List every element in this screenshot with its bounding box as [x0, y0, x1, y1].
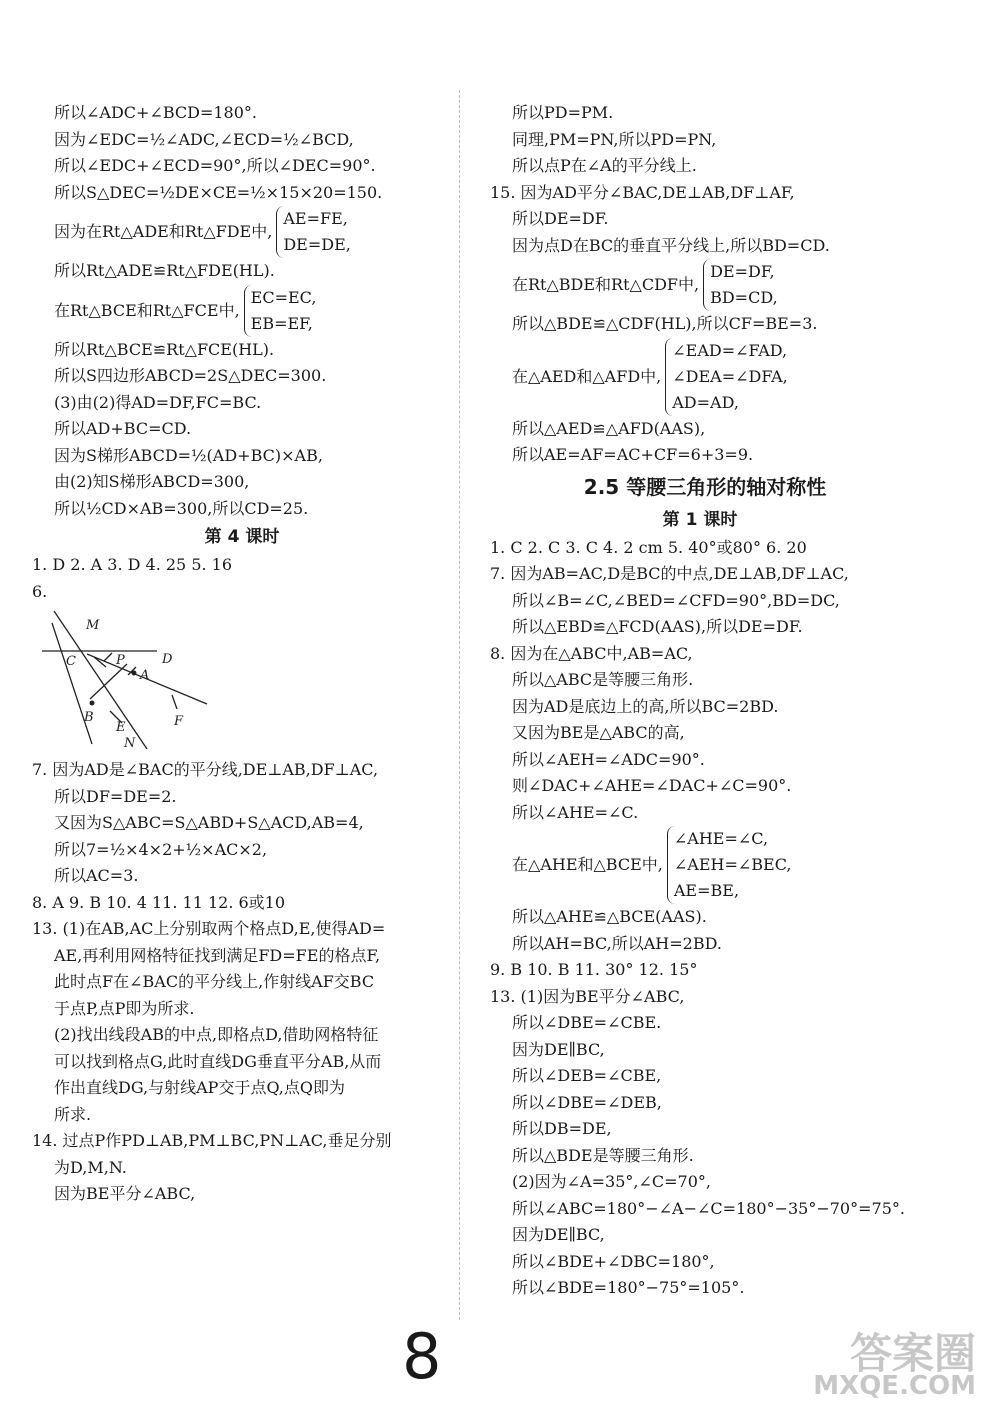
text-line: 所以点P在∠A的平分线上. — [512, 156, 697, 175]
cases — [665, 338, 787, 416]
text-line: 所以△ABC是等腰三角形. — [512, 670, 694, 689]
text-line: 13. (1)因为BE平分∠ABC, — [490, 986, 685, 1006]
text-line: 所以△AED≌△AFD(AAS), — [512, 418, 706, 438]
case-line: DE=DF, — [710, 262, 775, 281]
text-line: 所以∠AHE=∠C. — [512, 802, 639, 822]
text-line: 在Rt△BDE和Rt△CDF中, — [512, 275, 700, 294]
text-line: 因为在Rt△ADE和Rt△FDE中, — [54, 222, 273, 241]
text-line: 可以找到格点G,此时直线DG垂直平分AB,从而 — [54, 1051, 382, 1071]
case-line: DE=DE, — [283, 235, 351, 254]
equation-system — [490, 338, 910, 416]
text-line: 7. 因为AD是∠BAC的平分线,DE⊥AB,DF⊥AC, — [32, 760, 379, 779]
text-line: 所以△BDE≌△CDF(HL),所以CF=BE=3. — [512, 314, 818, 333]
text-line: (3)由(2)得AD=DF,FC=BC. — [54, 392, 262, 412]
text-line: 因为AD是底边上的高,所以BC=2BD. — [512, 696, 779, 716]
point-label: D — [162, 652, 173, 667]
text-line: 则∠DAC+∠AHE=∠DAC+∠C=90°. — [512, 776, 792, 795]
right-column — [490, 100, 910, 1302]
text-line: 8. 因为在△ABC中,AB=AC, — [490, 643, 693, 663]
equation-system — [490, 259, 910, 311]
text-line: 所以Rt△ADE≌Rt△FDE(HL). — [54, 261, 275, 280]
text-line: (2)找出线段AB的中点,即格点D,借助网格特征 — [54, 1025, 379, 1044]
question-number: 6. — [32, 581, 48, 601]
text-line: 作出直线DG,与射线AP交于点Q,点Q即为 — [54, 1078, 345, 1097]
text-line: 所以∠EDC+∠ECD=90°,所以∠DEC=90°. — [54, 156, 376, 175]
point-label: F — [174, 714, 184, 729]
point-label: C — [66, 654, 76, 669]
text-line: 所以∠AEH=∠ADC=90°. — [512, 749, 705, 769]
lesson-heading: 第 1 课时 — [662, 509, 738, 530]
answer-line: 8. A 9. B 10. 4 11. 11 12. 6或10 — [32, 892, 286, 912]
case-line: AD=AD, — [672, 392, 739, 412]
text-line: 因为BE平分∠ABC, — [54, 1184, 196, 1203]
watermark — [786, 1321, 986, 1401]
text-line: AE,再利用网格特征找到满足FD=FE的格点F, — [54, 945, 381, 965]
text-line: 此时点F在∠BAC的平分线上,作射线AF交BC — [54, 972, 375, 991]
text-line: 所以∠DEB=∠CBE, — [512, 1066, 662, 1085]
text-line: 因为DE∥BC, — [512, 1039, 605, 1059]
answer-line: 9. B 10. B 11. 30° 12. 15° — [490, 960, 698, 979]
case-line: AE=BE, — [673, 881, 740, 900]
text-line: 又因为S△ABC=S△ABD+S△ACD,AB=4, — [54, 813, 364, 832]
text-line: 所以AC=3. — [54, 866, 139, 885]
page-number: 8 — [402, 1320, 442, 1393]
text-line: 所以PD=PM. — [512, 103, 614, 122]
text-line: 所以∠BDE=180°−75°=105°. — [512, 1278, 745, 1297]
equation-system — [490, 826, 910, 904]
text-line: 因为DE∥BC, — [512, 1225, 605, 1244]
text-line: 在△AED和△AFD中, — [512, 366, 662, 386]
case-line: EB=EF, — [250, 313, 313, 333]
text-line: 所以△BDE是等腰三角形. — [512, 1145, 694, 1165]
text-line: 所以AD+BC=CD. — [54, 419, 192, 438]
point-label: A — [140, 668, 150, 683]
case-line: EC=EC, — [250, 287, 317, 307]
cases — [667, 826, 792, 904]
point-label: P — [116, 653, 125, 668]
point-label: E — [116, 720, 126, 735]
watermark-url: MXQE.COM — [813, 1371, 976, 1401]
text-line: 因为S梯形ABCD=½(AD+BC)×AB, — [54, 445, 323, 465]
text-line: 又因为BE是△ABC的高, — [512, 723, 685, 742]
text-line: 所以∠ABC=180°−∠A−∠C=180°−35°−70°=75°. — [512, 1198, 905, 1218]
section-title: 2.5 等腰三角形的轴对称性 — [583, 474, 827, 499]
case-line: ∠AEH=∠BEC, — [673, 855, 792, 874]
text-line: 所以∠DBE=∠DEB, — [512, 1092, 662, 1112]
case-line: BD=CD, — [710, 288, 778, 307]
case-line: ∠AHE=∠C, — [673, 829, 769, 848]
text-line: 所以∠ADC+∠BCD=180°. — [54, 103, 258, 122]
text-line: 15. 因为AD平分∠BAC,DE⊥AB,DF⊥AF, — [490, 182, 795, 202]
text-line: 所以△AHE≌△BCE(AAS). — [512, 907, 707, 926]
point-label: M — [86, 618, 100, 633]
text-line: 所以∠BDE+∠DBC=180°, — [512, 1251, 715, 1271]
text-line: 所以7=½×4×2+½×AC×2, — [54, 839, 268, 859]
case-line: ∠DEA=∠DFA, — [672, 366, 788, 386]
lesson-heading: 第 4 课时 — [204, 527, 280, 547]
text-line: 所以DF=DE=2. — [54, 786, 177, 806]
answer-line: 1. D 2. A 3. D 4. 25 5. 16 — [32, 555, 233, 574]
text-line: 所以S四边形ABCD=2S△DEC=300. — [54, 366, 327, 385]
text-line: 因为∠EDC=½∠ADC,∠ECD=½∠BCD, — [54, 129, 354, 149]
equation-system — [32, 285, 452, 337]
text-line: (2)因为∠A=35°,∠C=70°, — [512, 1172, 711, 1191]
text-line: 所以S△DEC=½DE×CE=½×15×20=150. — [54, 182, 383, 202]
text-line: 7. 因为AB=AC,D是BC的中点,DE⊥AB,DF⊥AC, — [490, 564, 849, 583]
text-line: 同理,PM=PN,所以PD=PN, — [512, 129, 717, 149]
column-divider — [459, 90, 460, 1320]
text-line: 在Rt△BCE和Rt△FCE中, — [54, 300, 240, 320]
point-label: B — [84, 710, 94, 725]
text-line: 所以AH=BC,所以AH=2BD. — [512, 933, 722, 953]
text-line: 于点P,点P即为所求. — [54, 998, 195, 1018]
text-line: 在△AHE和△BCE中, — [512, 855, 663, 874]
text-line: 所以½CD×AB=300,所以CD=25. — [54, 498, 309, 518]
text-line: 14. 过点P作PD⊥AB,PM⊥BC,PN⊥AC,垂足分别 — [32, 1131, 392, 1150]
text-line: 13. (1)在AB,AC上分别取两个格点D,E,使得AD= — [32, 919, 386, 938]
point-label: N — [124, 736, 136, 749]
text-line: 所以DE=DF. — [512, 209, 609, 228]
text-line: 所以Rt△BCE≌Rt△FCE(HL). — [54, 339, 275, 359]
cases — [244, 285, 317, 337]
text-line: 所求. — [54, 1104, 92, 1124]
cases — [276, 206, 351, 258]
cases — [703, 259, 778, 311]
text-line: 为D,M,N. — [54, 1157, 127, 1177]
text-line: 所以DB=DE, — [512, 1119, 612, 1138]
text-line: 所以∠DBE=∠CBE. — [512, 1013, 662, 1032]
text-line: 由(2)知S梯形ABCD=300, — [54, 472, 250, 491]
equation-system — [32, 206, 452, 258]
text-line: 所以AE=AF=AC+CF=6+3=9. — [512, 445, 754, 464]
left-column — [32, 100, 452, 1208]
geometry-figure — [32, 609, 232, 749]
case-line: ∠EAD=∠FAD, — [672, 340, 788, 360]
watermark-logo-text: 答案圈 — [849, 1329, 976, 1378]
text-line: 所以△EBD≌△FCD(AAS),所以DE=DF. — [512, 617, 803, 636]
text-line: 所以∠B=∠C,∠BED=∠CFD=90°,BD=DC, — [512, 590, 840, 610]
case-line: AE=FE, — [283, 209, 348, 228]
answer-line: 1. C 2. C 3. C 4. 2 cm 5. 40°或80° 6. 20 — [490, 537, 807, 557]
text-line: 因为点D在BC的垂直平分线上,所以BD=CD. — [512, 235, 830, 255]
